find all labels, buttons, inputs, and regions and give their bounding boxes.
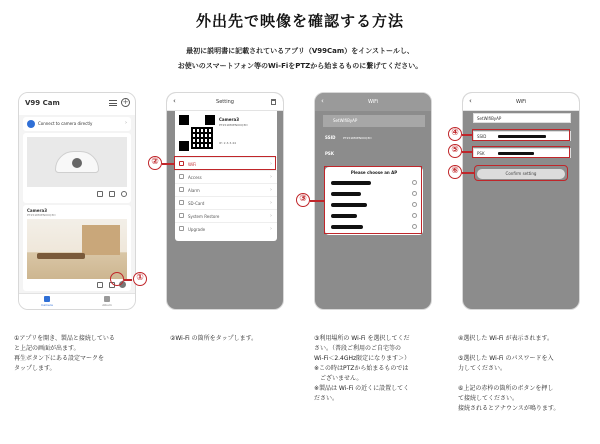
step-5-text: ⑤選択した Wi-Fi のパスワードを入 力してください。: [458, 355, 554, 372]
set-wifi-by-ap-row[interactable]: [323, 115, 425, 127]
album-icon: [104, 296, 110, 302]
app-title: V99 Cam: [25, 99, 60, 107]
camera-preview[interactable]: [27, 137, 127, 187]
restore-icon: [179, 213, 184, 218]
connect-icon: [27, 120, 35, 128]
menu-label: Access: [188, 175, 202, 180]
ssid-label: SSID: [477, 134, 487, 139]
alarm-icon: [179, 187, 184, 192]
confirm-setting-button[interactable]: Confirm setting: [477, 169, 565, 179]
ssid-label: SSID: [325, 135, 336, 140]
chevron-right-icon: ›: [270, 174, 272, 180]
camera-preview[interactable]: [27, 219, 127, 279]
app-header: [19, 93, 135, 115]
menu-item-system-restore[interactable]: [175, 209, 277, 222]
access-icon: [179, 174, 184, 179]
camera-ip: IP: 2.3.3.44: [219, 141, 237, 145]
step-badge-5: ⑤: [448, 144, 462, 158]
camera-name: Camera3: [27, 208, 47, 213]
chevron-right-icon: ›: [270, 213, 272, 219]
ap-label: SetWifiByAP: [477, 116, 502, 121]
back-icon[interactable]: ‹: [173, 97, 176, 105]
step-6-text: ⑥上記の赤枠の箇所のボタンを押し て接続してください。 接続されるとアナウンスが鳴ります。: [458, 385, 560, 412]
intro-line-1: 最初に説明書に記載されているアプリ（V99Cam）をインストールし、: [186, 47, 414, 55]
settings-highlight: [110, 272, 124, 286]
tab-bar: [19, 293, 135, 309]
menu-item-upgrade[interactable]: [175, 222, 277, 235]
camera-toolbar: [27, 191, 127, 199]
step-badge-3: ③: [296, 193, 310, 207]
upgrade-icon: [179, 226, 184, 231]
nav-bar: [315, 93, 431, 111]
settings-sheet: [175, 111, 277, 241]
add-icon[interactable]: +: [122, 98, 129, 106]
tab-album[interactable]: [97, 296, 117, 307]
nav-title: Setting: [216, 99, 234, 105]
phone-screen-setting: [166, 92, 284, 310]
sd-card-icon: [179, 200, 184, 205]
chevron-right-icon: ›: [125, 120, 127, 126]
qr-code-icon: [179, 115, 215, 151]
menu-label: Alarm: [188, 188, 200, 193]
step-1-text: ①アプリを開き、製品と接続している と上記の画面が出ます。 再生ボタン下にある設定マークを タップします。: [14, 335, 115, 372]
confirm-highlight: [474, 165, 568, 181]
menu-label: Upgrade: [188, 227, 206, 232]
dialog-title: Please choose an AP: [350, 170, 398, 175]
tab-camera[interactable]: [37, 296, 57, 307]
record-icon[interactable]: [109, 191, 115, 197]
ap-list-highlight: [324, 166, 422, 234]
psk-label: PSK: [477, 151, 485, 156]
tab-label: Album: [102, 303, 112, 307]
connect-directly-row[interactable]: [23, 117, 131, 131]
psk-label: PSK: [325, 151, 334, 156]
nav-bar: [463, 93, 579, 111]
step-3-text: ③利用場所の Wi-Fi を選択してくだ さい。（普段ご利用のご自宅等の Wi-Fi＜2.4GHz限定になります＞） ※この時はPTZから始まるものでは ございません。 ※製品は Wi-Fi の近くに設置してく ださい。: [314, 335, 411, 402]
list-icon[interactable]: [109, 100, 117, 106]
menu-item-alarm[interactable]: [175, 183, 277, 196]
menu-label: SD-Card: [188, 201, 205, 206]
connect-label: Connect to camera directly: [38, 121, 93, 126]
step-2-text: ②Wi-Fi の箇所をタップします。: [170, 335, 258, 342]
nav-title: WiFi: [515, 99, 527, 105]
phone-screen-wifi-confirm: [462, 92, 580, 310]
page-title: 外出先で映像を確認する方法: [195, 12, 404, 30]
back-icon[interactable]: ‹: [321, 97, 324, 105]
ssid-highlight: [472, 129, 570, 141]
step-badge-6: ⑥: [448, 165, 462, 179]
menu-label: System Restore: [188, 214, 220, 219]
menu-item-access[interactable]: [175, 170, 277, 183]
step-badge-1: ①: [133, 272, 147, 286]
nav-title: WiFi: [367, 99, 379, 105]
menu-item-sd-card[interactable]: [175, 196, 277, 209]
chevron-right-icon: ›: [270, 187, 272, 193]
chevron-right-icon: ›: [270, 200, 272, 206]
settings-icon[interactable]: [121, 191, 127, 197]
camera-card[interactable]: [23, 133, 131, 203]
playback-icon[interactable]: [97, 282, 103, 288]
trash-icon[interactable]: [271, 99, 276, 105]
wifi-highlight: [174, 156, 276, 170]
dome-camera-image: [55, 151, 99, 173]
set-wifi-by-ap-row[interactable]: [473, 113, 571, 123]
psk-highlight: [472, 146, 570, 158]
nav-bar: [167, 93, 283, 111]
camera-id: PTZ19M0EN00Q3D: [219, 123, 248, 127]
ssid-value: PTZ19M0EN00Q3D: [343, 136, 372, 140]
chevron-right-icon: ›: [270, 161, 272, 167]
step-badge-2: ②: [148, 156, 162, 170]
menu-label: WiFi: [188, 162, 197, 167]
ap-label: SetWifiByAP: [333, 118, 358, 123]
playback-icon[interactable]: [97, 191, 103, 197]
step-4-text: ④選択した Wi-Fi が表示されます。: [458, 335, 554, 342]
step-badge-4: ④: [448, 127, 462, 141]
camera-icon: [44, 296, 50, 302]
camera-name: Camera3: [219, 117, 239, 122]
back-icon[interactable]: ‹: [469, 97, 472, 105]
camera-id: PTZ19M0EN00Q3D: [27, 213, 56, 217]
tab-label: Camera: [41, 303, 53, 307]
chevron-right-icon: ›: [270, 226, 272, 232]
intro-line-2: お使いのスマートフォン等のWi-FiをPTZから始まるものに繋げてください。: [177, 62, 423, 70]
